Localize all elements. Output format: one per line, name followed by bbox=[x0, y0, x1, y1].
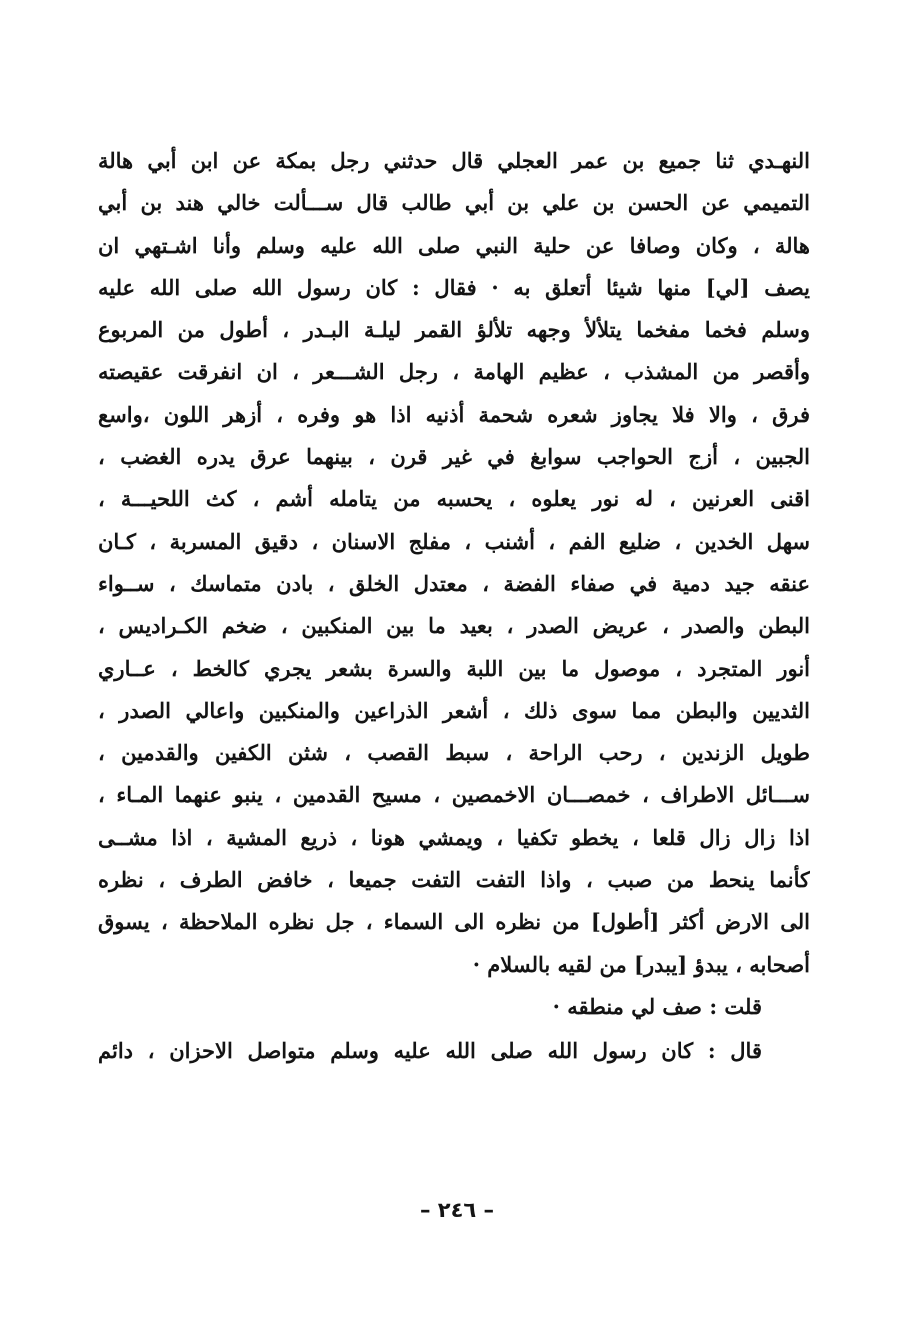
text-line-7: فرق ، والا فلا يجاوز شعره شحمة أذنيه اذا هو وفره ، أزهر اللون ،واسع bbox=[98, 401, 810, 427]
text-line-2: التميمي عن الحسن بن علي بن أبي طالب قال ســـألت خالي هند بن أبي bbox=[98, 190, 810, 216]
text-line-6: وأقصر من المشذب ، عظيم الهامة ، رجل الشـــعر ، ان انفرقت عقيصته bbox=[98, 359, 810, 385]
text-line-15: طويل الزندين ، رحب الراحة ، سبط القصب ، شثن الكفين والقدمين ، bbox=[98, 740, 810, 766]
paragraph-line: قال : كان رسول الله صلى الله عليه وسلم متواصل الاحزان ، دائم bbox=[98, 1038, 762, 1064]
text-line-9: اقنى العرنين ، له نور يعلوه ، يحسبه من يتامله أشم ، كث اللحيـــة ، bbox=[98, 486, 810, 512]
text-line-10: سهل الخدين ، ضليع الفم ، أشنب ، مفلج الاسنان ، دقيق المسربة ، كـان bbox=[98, 528, 810, 554]
text-line-11: عنقه جيد دمية في صفاء الفضة ، معتدل الخلق ، بادن متماسك ، ســواء bbox=[98, 570, 810, 596]
heading-line: قلت : صف لي منطقه · bbox=[552, 993, 762, 1019]
text-line-14: الثديين والبطن مما سوى ذلك ، أشعر الذراعين والمنكبين واعالي الصدر ، bbox=[98, 697, 810, 723]
text-line-19: الى الارض أكثر [أطول] من نظره الى السماء ، جل نظره الملاحظة ، يسوق bbox=[98, 909, 810, 935]
text-line-16: ســـائل الاطراف ، خمصـــان الاخمصين ، مسيح القدمين ، ينبو عنهما المـاء ، bbox=[98, 782, 810, 808]
page-number: – ٢٤٦ – bbox=[419, 1198, 495, 1222]
text-line-8: الجبين ، أزج الحواجب سوابغ في غير قرن ، بينهما عرق يدره الغضب ، bbox=[98, 444, 810, 470]
text-line-20: أصحابه ، يبدؤ [يبدر] من لقيه بالسلام · bbox=[472, 951, 810, 977]
text-line-13: أنور المتجرد ، موصول ما بين اللبة والسرة بشعر يجري كالخط ، عــاري bbox=[98, 655, 810, 681]
arabic-text-block bbox=[98, 140, 810, 1073]
text-line-12: البطن والصدر ، عريض الصدر ، بعيد ما بين المنكبين ، ضخم الكـراديس ، bbox=[98, 613, 810, 639]
text-line-4: يصف [لي] منها شيئا أتعلق به · فقال : كان رسول الله صلى الله عليه bbox=[98, 274, 810, 300]
text-line-5: وسلم فخما مفخما يتلألأ وجهه تلألؤ القمر ليلـة البـدر ، أطول من المربوع bbox=[98, 317, 810, 343]
text-line-18: كأنما ينحط من صبب ، واذا التفت التفت جميعا ، خافض الطرف ، نظره bbox=[98, 867, 810, 893]
text-line-1: النهـدي ثنا جميع بن عمر العجلي قال حدثني رجل بمكة عن ابن أبي هالة bbox=[98, 148, 810, 173]
text-line-17: اذا زال زال قلعا ، يخطو تكفيا ، ويمشي هونا ، ذريع المشية ، اذا مشــى bbox=[98, 824, 810, 850]
text-line-3: هالة ، وكان وصافا عن حلية النبي صلى الله عليه وسلم وأنا اشـتهي ان bbox=[98, 232, 810, 258]
